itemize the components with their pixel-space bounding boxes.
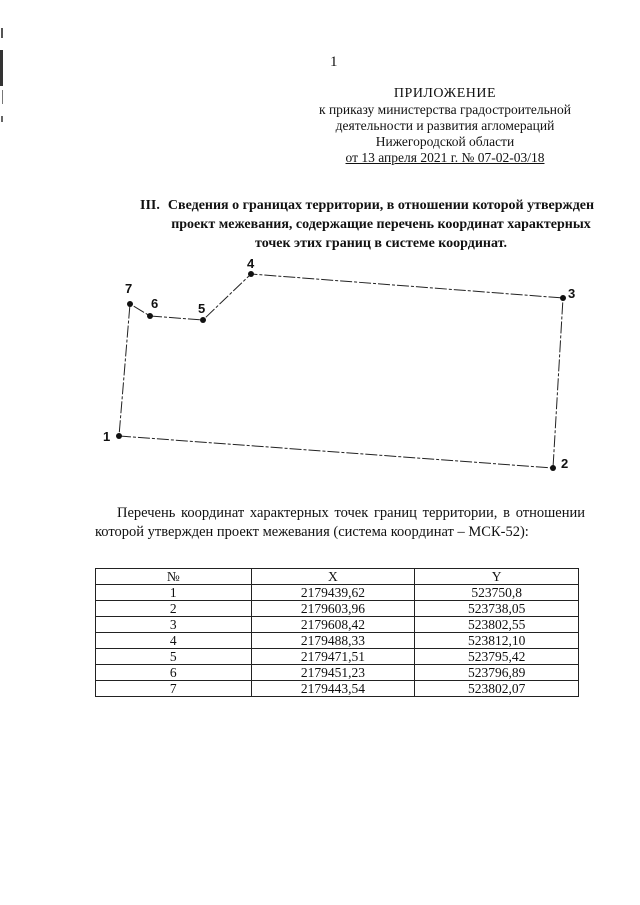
header-x: X xyxy=(251,569,415,585)
cell-number: 1 xyxy=(96,585,252,601)
cell-x: 2179471,51 xyxy=(251,649,415,665)
appendix-block xyxy=(300,86,590,166)
coordinates-intro: Перечень координат характерных точек границ территории, в отношении которой утвержден проект межевания (система координат – МСК-52): xyxy=(95,505,585,540)
cell-number: 6 xyxy=(96,665,252,681)
cell-x: 2179439,62 xyxy=(251,585,415,601)
point-label-2: 2 xyxy=(561,456,569,471)
cell-number: 2 xyxy=(96,601,252,617)
appendix-line: Нижегородской области xyxy=(375,134,515,149)
cell-y: 523796,89 xyxy=(415,665,579,681)
point-marker-6 xyxy=(147,313,153,319)
point-label-4: 4 xyxy=(247,256,255,271)
cell-y: 523802,07 xyxy=(415,681,579,697)
cell-x: 2179451,23 xyxy=(251,665,415,681)
table-row xyxy=(96,585,579,601)
cell-y: 523750,8 xyxy=(415,585,579,601)
cell-y: 523802,55 xyxy=(415,617,579,633)
point-marker-7 xyxy=(127,301,133,307)
table-row xyxy=(96,665,579,681)
page-number: 1 xyxy=(330,54,338,70)
cell-y: 523738,05 xyxy=(415,601,579,617)
table-row xyxy=(96,681,579,697)
point-marker-3 xyxy=(560,295,566,301)
cell-x: 2179443,54 xyxy=(251,681,415,697)
header-y: Y xyxy=(415,569,579,585)
point-label-3: 3 xyxy=(568,286,576,301)
section-title: Сведения о границах территории, в отношении которой утвержден проект межевания, содержащие перечень координат характерных точек этих границ в системе координат. xyxy=(167,198,595,251)
cell-x: 2179608,42 xyxy=(251,617,415,633)
point-marker-2 xyxy=(550,465,556,471)
cell-number: 3 xyxy=(96,617,252,633)
boundary-line xyxy=(119,274,563,468)
scan-edge-artifact xyxy=(0,20,8,140)
section-heading xyxy=(140,196,600,253)
table-header-row xyxy=(96,569,579,585)
point-label-1: 1 xyxy=(103,429,111,444)
table-row xyxy=(96,601,579,617)
order-reference: от 13 апреля 2021 г. № 07-02-03/18 xyxy=(345,150,545,165)
cell-x: 2179488,33 xyxy=(251,633,415,649)
cell-number: 4 xyxy=(96,633,252,649)
cell-x: 2179603,96 xyxy=(251,601,415,617)
point-label-5: 5 xyxy=(198,301,206,316)
point-marker-4 xyxy=(248,271,254,277)
cell-y: 523812,10 xyxy=(415,633,579,649)
point-label-7: 7 xyxy=(125,281,133,296)
point-marker-5 xyxy=(200,317,206,323)
cell-number: 7 xyxy=(96,681,252,697)
section-number: III. xyxy=(140,198,160,213)
appendix-caption: ПРИЛОЖЕНИЕ xyxy=(393,86,497,101)
cell-number: 5 xyxy=(96,649,252,665)
point-marker-1 xyxy=(116,433,122,439)
appendix-line: к приказу министерства градостроительной xyxy=(319,102,571,117)
boundary-scheme xyxy=(95,250,585,480)
table-row xyxy=(96,649,579,665)
appendix-line: деятельности и развития агломераций xyxy=(335,118,555,133)
table-row xyxy=(96,633,579,649)
point-label-6: 6 xyxy=(151,296,159,311)
cell-y: 523795,42 xyxy=(415,649,579,665)
header-number: № xyxy=(96,569,252,585)
table-row xyxy=(96,617,579,633)
coordinates-table xyxy=(95,568,579,697)
